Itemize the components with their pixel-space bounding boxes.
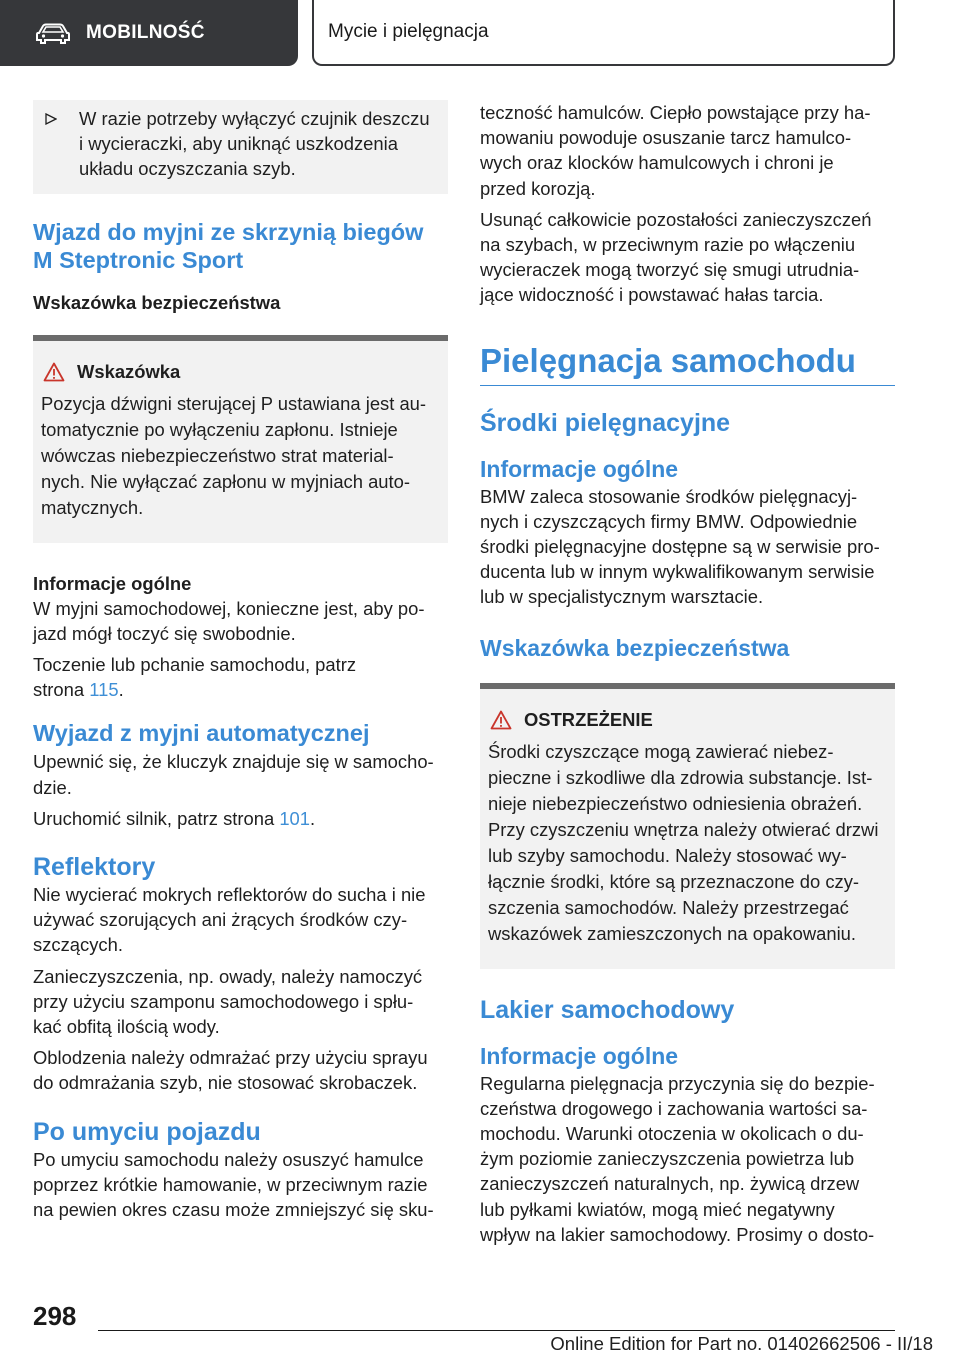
warning-box-right	[480, 683, 895, 969]
safety-label-right: Wskazówka bezpieczeństwa	[480, 634, 790, 661]
warning-title: OSTRZEŻENIE	[524, 708, 653, 730]
heading-wjazd: Wjazd do myjni ze skrzynią biegów M Steptronic Sport	[33, 218, 424, 273]
section-tab	[0, 0, 298, 66]
heading-wyjazd: Wyjazd z myjni automatycznej	[33, 720, 370, 747]
heading-srodki: Środki pielęgnacyjne	[480, 408, 731, 437]
right-column	[480, 100, 895, 1254]
subheading-general-2: Informacje ogólne	[480, 1042, 679, 1069]
general-paragraph-1: W myjni samochodowej, konieczne jest, aby po- jazd mógł toczyć się swobodnie.	[33, 597, 425, 644]
car-icon	[36, 22, 70, 44]
po-paragraph-1: Po umyciu samochodu należy osuszyć hamulce poprzez krótkie hamowanie, w przeciwnym razie na pewien okres czasu może zmniejszyć się sku-	[33, 1148, 434, 1221]
lakier-paragraph: Regularna pielęgnacja przyczynia się do bezpie- czeństwa drogowego i zachowania wartości sa- mochodu. Warunki otoczenia w okolicach o du- żym poziomie zanieczyszczenia powietrza lub zanieczyszczeń naturalnych, np. żywicą drzew lub pyłkami kwiatów, mogą mieć negatywny wpływ na lakier samochodowy. Prosimy o dosto-	[480, 1072, 875, 1245]
page-number: 298	[33, 1301, 77, 1331]
section-label: MOBILNOŚĆ	[86, 22, 205, 43]
subheading-general-1: Informacje ogólne	[480, 455, 679, 482]
srodki-paragraph: BMW zaleca stosowanie środków pielęgnacyj- nych i czyszczących firmy BMW. Odpowiednie środki pielęgnacyjne dostępne są w serwisie pro- ducenta lub w innym wykwalifikowanym serwisie lub w specjalistycznym warsztacie.	[480, 485, 880, 608]
warning-triangle-icon	[490, 710, 512, 730]
wyjazd-paragraph-2: Uruchomić silnik, patrz strona 101.	[33, 807, 316, 829]
page-link-101[interactable]: 101	[279, 807, 310, 829]
general-paragraph-2: Toczenie lub pchanie samochodu, patrz strona 115.	[33, 654, 357, 701]
heading-po-umyciu: Po umyciu pojazdu	[33, 1117, 261, 1146]
cont-paragraph-2: Usunąć całkowicie pozostałości zanieczyszczeń na szybach, w przeciwnym razie po włączeniu wycieraczek mogą tworzyć się smugi utrudnia- jące widoczność i powstawać hałas tarcia.	[480, 208, 872, 306]
refl-paragraph-3: Oblodzenia należy odmrażać przy użyciu sprayu do odmrażania szyb, nie stosować skrobaczek.	[33, 1047, 428, 1094]
heading-pielegnacja: Pielęgnacja samochodu	[480, 341, 856, 379]
refl-paragraph-2: Zanieczyszczenia, np. owady, należy namoczyć przy użyciu szamponu samochodowego i spłu- kać obfitą ilością wody.	[33, 965, 423, 1038]
safety-label-left: Wskazówka bezpieczeństwa	[33, 291, 281, 313]
heading-reflektory: Reflektory	[33, 853, 156, 882]
warning-triangle-icon	[43, 362, 65, 382]
left-column	[33, 100, 448, 1229]
warning-text: Pozycja dźwigni sterującej P ustawiana jest au- tomatycznie po wyłączeniu zapłonu. Istnieje wówczas niebezpieczeństwo strat material- nych. Nie wyłączać zapłonu w myjniach auto- matycznych.	[41, 392, 427, 518]
wyjazd-paragraph-1: Upewnić się, że kluczyk znajduje się w samocho- dzie.	[33, 751, 434, 798]
page-header	[0, 0, 960, 66]
page-link-115[interactable]: 115	[89, 679, 119, 701]
warning-text: Środki czyszczące mogą zawierać niebez- pieczne i szkodliwe dla zdrowia substancje. Ist- nieje niebezpieczeństwo odniesienia obrażeń. Przy czyszczeniu wnętrza należy otwierać drzwi lub szyby samochodu. Należy stosować wy- łącznie środki, które są przeznaczone do czy- szczenia samochodów. Należy przestrzegać wskazówek zamieszczonych na opakowaniu.	[488, 740, 879, 944]
warning-title: Wskazówka	[77, 360, 181, 382]
footer-rule	[98, 1330, 895, 1331]
cont-paragraph-1: teczność hamulców. Ciepło powstające przy ha- mowaniu powoduje osuszanie tarcz hamulco- wych oraz klocków hamulcowych i chroni je przed korozją.	[480, 102, 871, 199]
footer-edition: Online Edition for Part no. 01402662506 - II/18	[550, 1333, 933, 1354]
triangle-bullet-icon	[45, 106, 59, 131]
heading-lakier: Lakier samochodowy	[480, 995, 735, 1024]
chapter-tab	[312, 0, 895, 66]
bullet-note	[33, 100, 448, 194]
bullet-text: W razie potrzeby wyłączyć czujnik deszczu i wycieraczki, aby uniknąć uszkodzenia układu oczyszczania szyb.	[79, 108, 430, 180]
general-info-label: Informacje ogólne	[33, 572, 192, 594]
warning-box-left	[33, 335, 448, 543]
refl-paragraph-1: Nie wycierać mokrych reflektorów do sucha i nie używać szorujących ani żrących środków czy- szczących.	[33, 884, 426, 956]
chapter-title: Mycie i pielęgnacja	[328, 21, 489, 42]
